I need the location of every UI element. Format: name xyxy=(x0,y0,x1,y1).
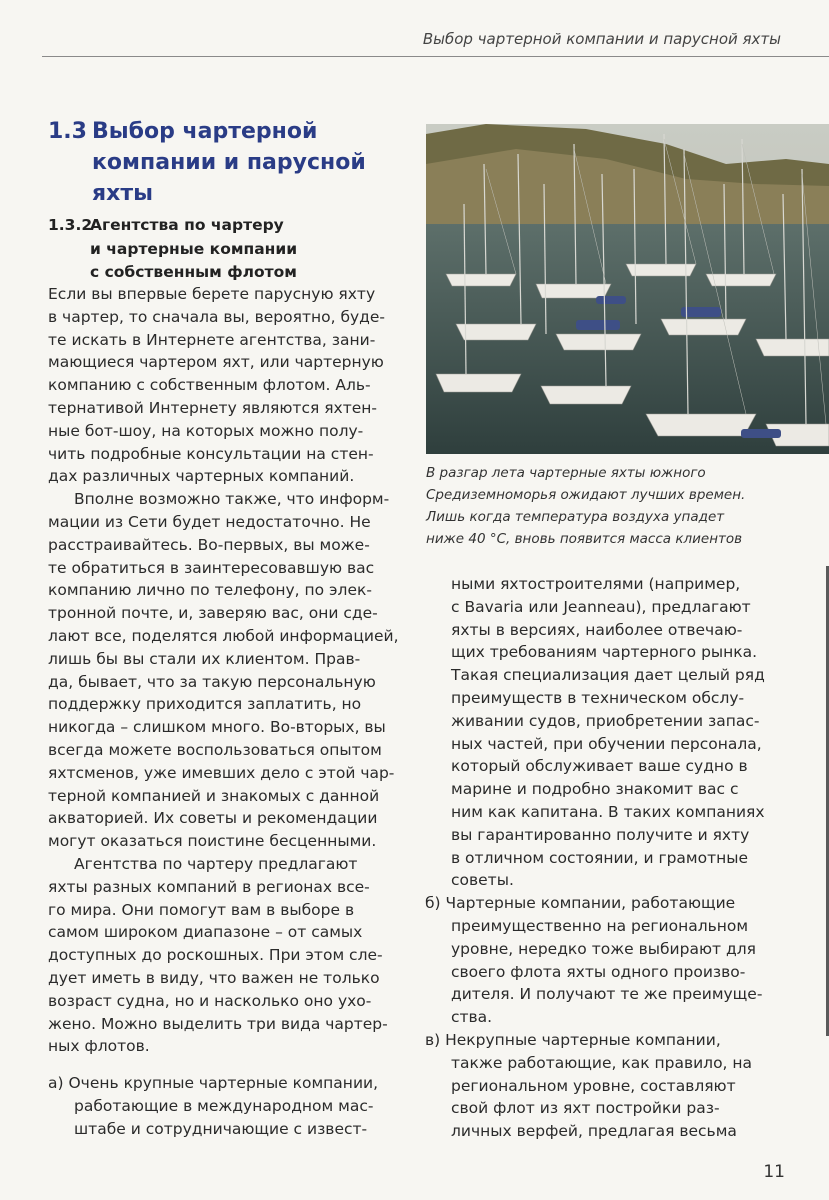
text-line: в чартер, то сначала вы, вероятно, буде- xyxy=(48,307,386,326)
text-line: своего флота яхты одного произво- xyxy=(451,962,746,981)
text-line: региональном уровне, составляют xyxy=(451,1076,736,1095)
caption-line: В разгар лета чартерные яхты южного xyxy=(426,465,706,481)
spacer xyxy=(48,1058,408,1072)
text-line: могут оказаться поистине бесценными. xyxy=(48,832,377,851)
text-line: Если вы впервые берете парусную яхту xyxy=(48,285,376,303)
paragraph-1 xyxy=(48,283,408,488)
text-line: ним как капитана. В таких компаниях xyxy=(451,802,765,821)
text-line: свой флот из яхт постройки раз- xyxy=(451,1099,720,1118)
text-line: жено. Можно выделить три вида чартер- xyxy=(48,1014,388,1033)
text-line: вы гарантированно получите и яхту xyxy=(451,825,750,844)
text-line: а) Очень крупные чартерные компании, xyxy=(48,1074,379,1093)
text-line: возраст судна, но и насколько оно ухо- xyxy=(48,991,372,1010)
page-number: 11 xyxy=(763,1162,785,1182)
text-line: ных частей, при обучении персонала, xyxy=(451,734,762,753)
text-line: ства. xyxy=(451,1008,493,1027)
text-line: те обратиться в заинтересовавшую вас xyxy=(48,558,375,577)
text-line: работающие в международном мас- xyxy=(74,1096,374,1115)
text-line: всегда можете воспользоваться опытом xyxy=(48,740,382,759)
text-line: ные бот-шоу, на которых можно полу- xyxy=(48,421,364,440)
text-line: расстраивайтесь. Во-первых, вы може- xyxy=(48,535,370,554)
text-line: лают все, поделятся любой информацией, xyxy=(48,626,399,645)
text-line: яхтсменов, уже имевших дело с этой чар- xyxy=(48,763,395,782)
text-line: марине и подробно знакомит вас с xyxy=(451,780,739,799)
photo-caption xyxy=(426,462,826,550)
section-title-line: яхты xyxy=(92,181,153,206)
text-line: дует иметь в виду, что важен не только xyxy=(48,968,380,987)
list-item-c xyxy=(425,1029,785,1143)
text-line: компанию с собственным флотом. Аль- xyxy=(48,376,371,395)
text-line: преимуществ в техническом обслу- xyxy=(451,688,745,707)
text-line: поддержку приходится заплатить, но xyxy=(48,695,362,714)
text-line: дителя. И получают те же преимуще- xyxy=(451,985,763,1004)
left-column xyxy=(48,283,408,1140)
subsection-title-line: с собственным флотом xyxy=(90,263,297,281)
text-line: в отличном состоянии, и грамотные xyxy=(451,848,749,867)
text-line: советы. xyxy=(451,871,514,890)
list-item-a xyxy=(48,1072,408,1140)
text-line: уровне, нередко тоже выбирают для xyxy=(451,939,756,958)
text-line: доступных до роскошных. При этом сле- xyxy=(48,946,383,965)
text-line: мации из Сети будет недостаточно. Не xyxy=(48,512,371,531)
marina-photo-image xyxy=(426,124,829,454)
text-line: тернативой Интернету являются яхтен- xyxy=(48,398,378,417)
text-line: живании судов, приобретении запас- xyxy=(451,711,760,730)
right-column xyxy=(425,573,785,1143)
text-line: чить подробные консультации на стен- xyxy=(48,444,374,463)
subsection-number: 1.3.2 xyxy=(48,216,93,234)
text-line: ных флотов. xyxy=(48,1037,150,1056)
text-line: да, бывает, что за такую персональную xyxy=(48,672,376,691)
text-line: те искать в Интернете агентства, зани- xyxy=(48,330,376,349)
subsection-title-line: Агентства по чартеру xyxy=(90,216,284,234)
text-line: акваторией. Их советы и рекомендации xyxy=(48,809,378,828)
text-line: яхты разных компаний в регионах все- xyxy=(48,877,370,896)
caption-line: Лишь когда температура воздуха упадет xyxy=(426,509,725,525)
text-line: яхты в версиях, наиболее отвечаю- xyxy=(451,620,743,639)
section-number: 1.3 xyxy=(48,119,87,144)
list-item-b xyxy=(425,892,785,1029)
text-line: го мира. Они помогут вам в выборе в xyxy=(48,900,355,919)
list-item-a-continued xyxy=(425,573,785,892)
paragraph-3 xyxy=(48,853,408,1058)
text-line: ными яхтостроителями (например, xyxy=(451,575,741,593)
header-rule xyxy=(42,56,829,57)
text-line: никогда – слишком много. Во-вторых, вы xyxy=(48,718,386,737)
text-line: с Bavaria или Jeanneau), предлагают xyxy=(451,597,751,616)
text-line: преимущественно на региональном xyxy=(451,916,749,935)
text-line: щих требованиям чартерного рынка. xyxy=(451,643,758,662)
text-line: тронной почте, и, заверяю вас, они сде- xyxy=(48,604,378,623)
text-line: Такая специализация дает целый ряд xyxy=(451,666,765,685)
text-line: личных верфей, предлагая весьма xyxy=(451,1122,737,1141)
text-line: терной компанией и знакомых с данной xyxy=(48,786,380,805)
text-line: в) Некрупные чартерные компании, xyxy=(425,1030,721,1049)
caption-line: ниже 40 °С, вновь появится масса клиентов xyxy=(426,531,743,547)
text-line: б) Чартерные компании, работающие xyxy=(425,894,736,913)
text-line: мающиеся чартером яхт, или чартерную xyxy=(48,353,384,372)
paragraph-2 xyxy=(48,488,408,853)
subsection-title xyxy=(48,214,388,285)
text-line: штабе и сотрудничающие с извест- xyxy=(74,1119,368,1138)
text-line: лишь бы вы стали их клиентом. Прав- xyxy=(48,649,361,668)
text-line: который обслуживает ваше судно в xyxy=(451,757,748,776)
text-line: компанию лично по телефону, по элек- xyxy=(48,581,372,600)
text-line: Агентства по чартеру предлагают xyxy=(74,854,358,873)
text-line: Вполне возможно также, что информ- xyxy=(74,490,390,509)
marina-photo xyxy=(426,124,829,454)
caption-line: Средиземноморья ожидают лучших времен. xyxy=(426,487,746,503)
subsection-title-line: и чартерные компании xyxy=(90,239,298,258)
text-line: самом широком диапазоне – от самых xyxy=(48,923,363,942)
text-line: также работающие, как правило, на xyxy=(451,1053,753,1072)
running-head: Выбор чартерной компании и парусной яхты xyxy=(422,30,781,48)
section-title-line: компании и парусной xyxy=(92,150,366,175)
section-title-line: Выбор чартерной xyxy=(92,119,318,144)
section-title xyxy=(48,116,388,209)
text-line: дах различных чартерных компаний. xyxy=(48,467,355,486)
